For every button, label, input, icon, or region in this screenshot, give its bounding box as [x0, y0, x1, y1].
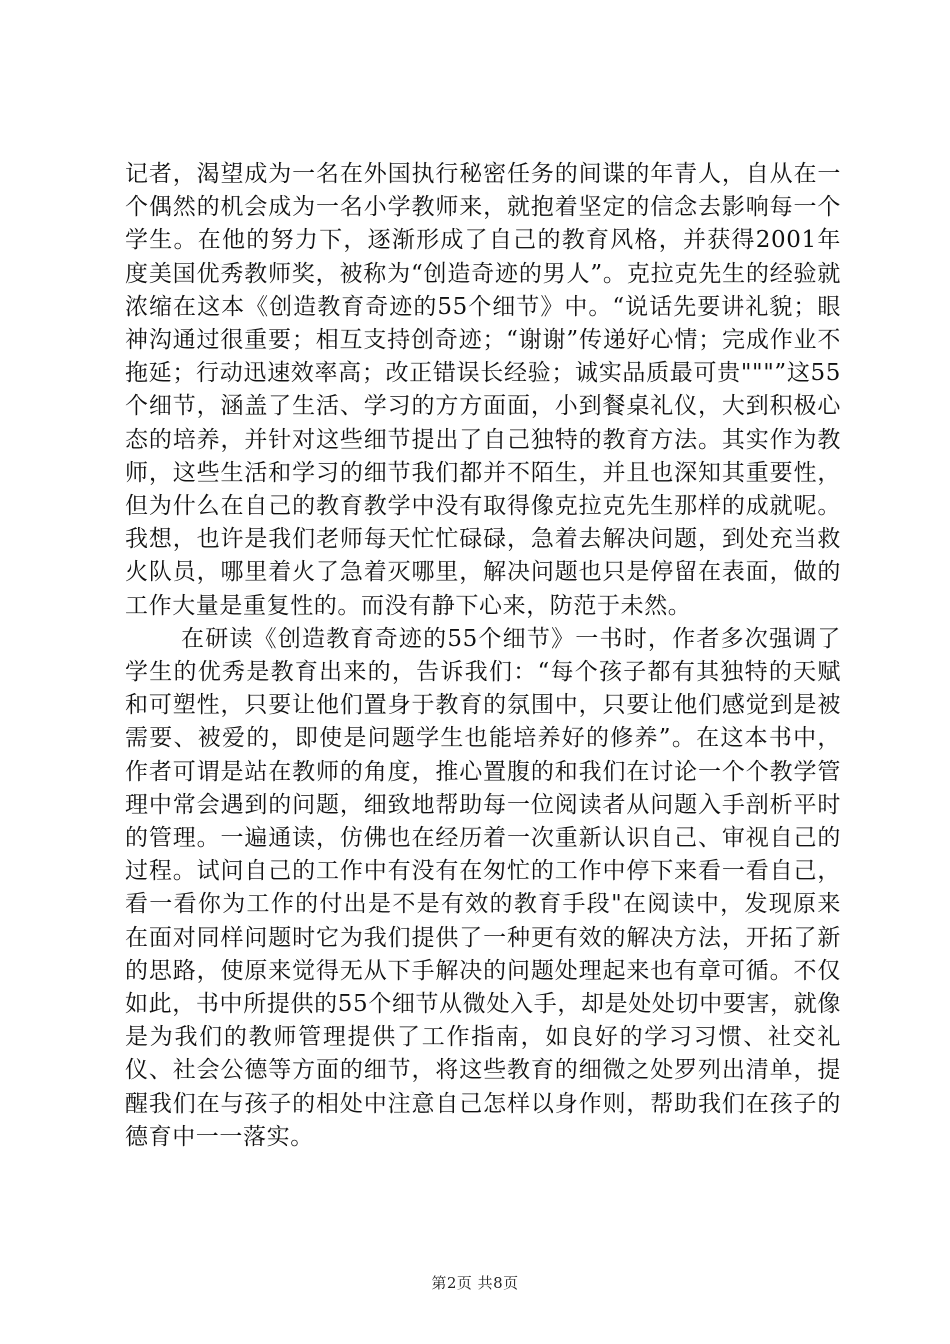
paragraph-1: 记者，渴望成为一名在外国执行秘密任务的间谍的年青人，自从在一个偶然的机会成为一名小学教师来，就抱着坚定的信念去影响每一个学生。在他的努力下，逐渐形成了自己的教育风格，并获得2001年度美国优秀教师奖，被称为“创造奇迹的男人”。克拉克先生的经验就浓缩在这本《创造教育奇迹的55个细节》中。“说话先要讲礼貌；眼神沟通过很重要；相互支持创奇迹；“谢谢”传递好心情；完成作业不拖延；行动迅速效率高；改正错误长经验；诚实品质最可贵"""”这55个细节，涵盖了生活、学习的方方面面，小到餐桌礼仪，大到积极心态的培养，并针对这些细节提出了自己独特的教育方法。其实作为教师，这些生活和学习的细节我们都并不陌生，并且也深知其重要性，但为什么在自己的教育教学中没有取得像克拉克先生那样的成就呢。我想，也许是我们老师每天忙忙碌碌，急着去解决问题，到处充当救火队员，哪里着火了急着灭哪里，解决问题也只是停留在表面，做的工作大量是重复性的。而没有静下心来，防范于未然。: [125, 161, 841, 619]
paragraph-2: 在研读《创造教育奇迹的55个细节》一书时，作者多次强调了学生的优秀是教育出来的，告诉我们：“每个孩子都有其独特的天赋和可塑性，只要让他们置身于教育的氛围中，只要让他们感觉到是被需要、被爱的，即使是问题学生也能培养好的修养”。在这本书中，作者可谓是站在教师的角度，推心置腹的和我们在讨论一个个教学管理中常会遇到的问题，细致地帮助每一位阅读者从问题入手剖析平时的管理。一遍通读，仿佛也在经历着一次重新认识自己、审视自己的过程。试问自己的工作中有没有在匆忙的工作中停下来看一看自己，看一看你为工作的付出是不是有效的教育手段"在阅读中，发现原来在面对同样问题时它为我们提供了一种更有效的解决方法，开拓了新的思路，使原来觉得无从下手解决的问题处理起来也有章可循。不仅如此，书中所提供的55个细节从微处入手，却是处处切中要害，就像是为我们的教师管理提供了工作指南，如良好的学习习惯、社交礼仪、社会公德等方面的细节，将这些教育的细微之处罗列出清单，提醒我们在与孩子的相处中注意自己怎样以身作则，帮助我们在孩子的德育中一一落实。: [125, 625, 841, 1150]
page-footer: 第2页 共8页: [431, 1274, 519, 1292]
document-body: [125, 158, 841, 1154]
